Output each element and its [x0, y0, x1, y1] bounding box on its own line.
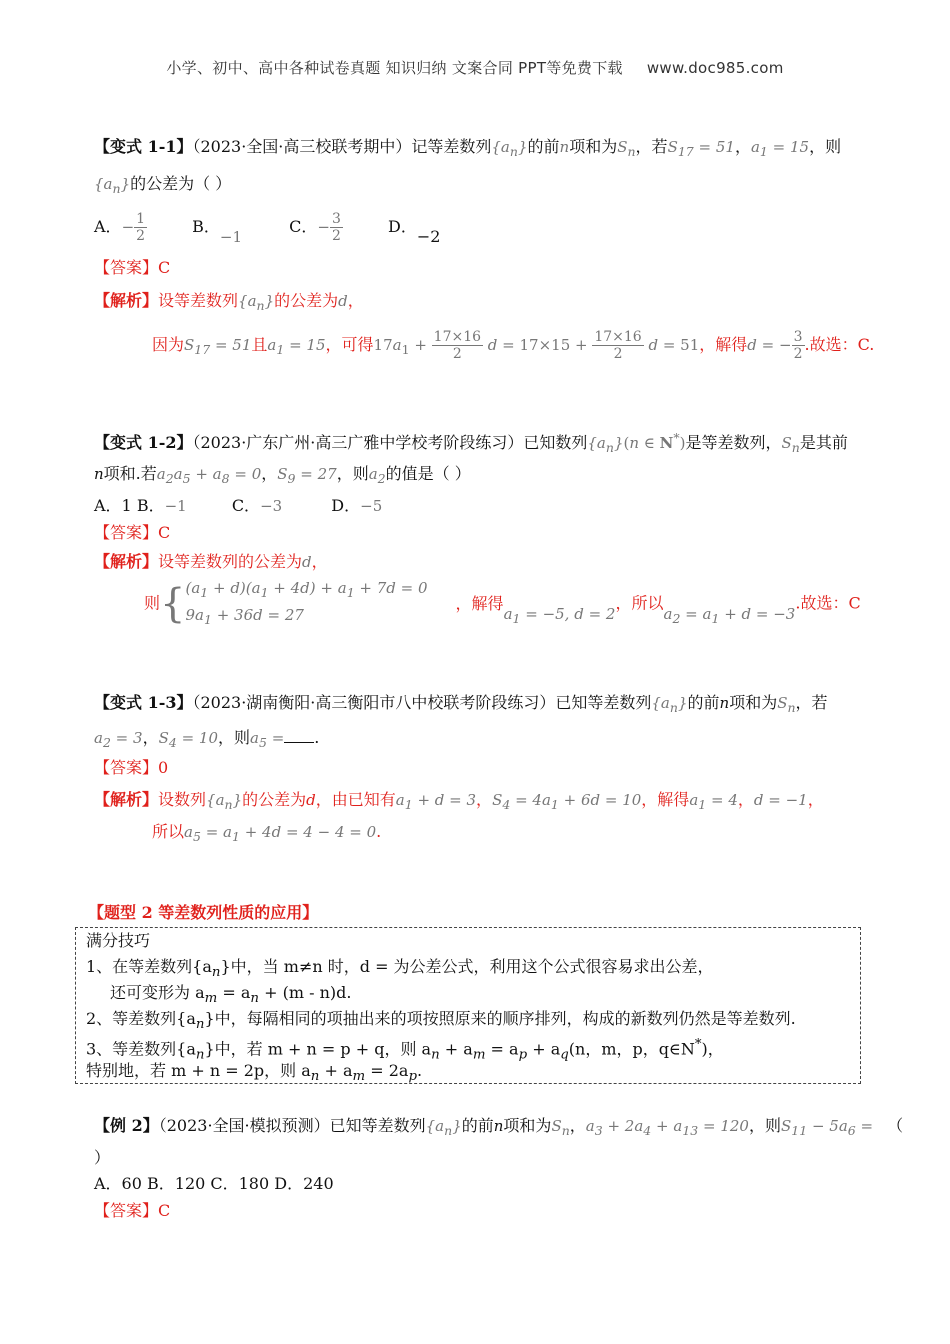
v11-question-line2: $\{a_n\}$的公差为（ ）	[94, 174, 232, 196]
tip-1-cont: 还可变形为 $a_m = a_n + (m - n)d$.	[110, 983, 352, 1007]
v13-question-line1: 【变式 1-3】（2023·湖南衡阳·高三衡阳市八中校联考阶段练习）已知等差数列$\{a_n\}$的前n项和为$S_n$，若	[94, 693, 828, 715]
v11-option-b[interactable]: B．−1	[192, 217, 243, 246]
v13-analysis-line2: 所以$a_5 = a_1 + 4d = 4 - 4 = 0$.	[152, 822, 382, 844]
v12-analysis-line1: 【解析】设等差数列的公差为d，	[94, 552, 328, 571]
v12-question-line1: 【变式 1-2】（2023·广东广州·高三广雅中学校考阶段练习）已知数列$\{a_n\}(n$ ∈ N*)是等差数列，$S_n$是其前	[94, 430, 848, 455]
tips-title: 满分技巧	[86, 931, 151, 950]
tip-4: 特别地，若 m + n = 2p，则 $a_n + a_m = 2a_p$.	[86, 1061, 423, 1085]
page-header	[0, 57, 950, 78]
v12-analysis-line2: 则{ $(a_1 + d)(a_1 + 4d) + a_1 + 7d = 0$ $9a_1 + 36d = 27$ ，解得$a_1 = -5$, d = 2，所以$a_2 = a_1 + d = -3$.故选：C	[144, 579, 861, 627]
ex2-question-line1: 【例 2】（2023·全国·模拟预测）已知等差数列$\{a_n\}$的前n项和为$S_n$，$a_3 + 2a_4 + a_{13} = 120$，则$S_{11} - 5a_6$ = （	[94, 1116, 904, 1138]
tip-3: 3、等差数列$\{a_n\}$中，若 m + n = p + q，则 $a_n + a_m = a_p + a_q(n$，m，p，q∈N*)，	[86, 1037, 724, 1063]
v11-question-line1: 【变式 1-1】（2023·全国·高三校联考期中）记等差数列$\{a_n\}$的前n项和为$S_n$，若$S_{17} = 51$，$a_1 = 15$，则	[94, 137, 842, 159]
v11-option-d[interactable]: D．−2	[387, 217, 441, 246]
tip-1: 1、在等差数列$\{a_n\}$中，当 m≠n 时，d = 为公差公式，利用这个公式很容易求出公差，	[86, 957, 714, 981]
v11-analysis-line2: 因为$S_{17} = 51$且$a_1 = 15$，可得$17a_1$ + $\frac{17\times 16}{2}$ d = 17×15 + $\frac{17\times 16}{2}$ d = 51，解得d = − $\frac{3}{2}$ .故选：C.	[152, 329, 875, 362]
v11-analysis-line1: 【解析】设等差数列$\{a_n\}$的公差为d，	[94, 291, 364, 313]
ex2-options[interactable]: A．60 B．120 C．180 D．240	[94, 1174, 334, 1193]
v13-answer: 【答案】0	[94, 758, 169, 777]
v11-options	[94, 209, 440, 245]
v12-answer: 【答案】C	[94, 523, 171, 542]
v12-question-line2: n项和.若$a_2a_5 + a_8 = 0$，$S_9 = 27$，则$a_2$的值是（ ）	[94, 464, 471, 486]
v13-question-line2: $a_2 = 3$，$S_4 = 10$，则$a_5$ = .	[94, 728, 320, 750]
v11-answer: 【答案】C	[94, 258, 171, 277]
v13-answer-blank[interactable]	[284, 728, 314, 743]
type2-title: 【题型 2 等差数列性质的应用】	[88, 903, 319, 922]
header-site-link[interactable]: www.doc985.com	[646, 59, 784, 77]
tip-2: 2、等差数列$\{a_n\}$中，每隔相同的项抽出来的项按照原来的顺序排列，构成的新数列仍然是等差数列.	[86, 1009, 796, 1033]
v13-analysis-line1: 【解析】设数列$\{a_n\}$的公差为d，由已知有$a_1 + d = 3$，$S_4 = 4a_1 + 6d = 10$，解得$a_1 = 4$，d = −1，	[94, 790, 824, 812]
v12-options: A．1 B．−1 C．−3 D．−5	[94, 496, 383, 515]
header-text: 小学、初中、高中各种试卷真题 知识归纳 文案合同 PPT等免费下载	[166, 59, 623, 77]
v11-option-a[interactable]: A．− $\frac{1}{2}$	[94, 211, 146, 244]
v11-option-c[interactable]: C．− $\frac{3}{2}$	[289, 211, 341, 244]
tips-box	[75, 927, 861, 1084]
ex2-answer: 【答案】C	[94, 1201, 171, 1220]
ex2-question-line2: ）	[94, 1148, 111, 1167]
